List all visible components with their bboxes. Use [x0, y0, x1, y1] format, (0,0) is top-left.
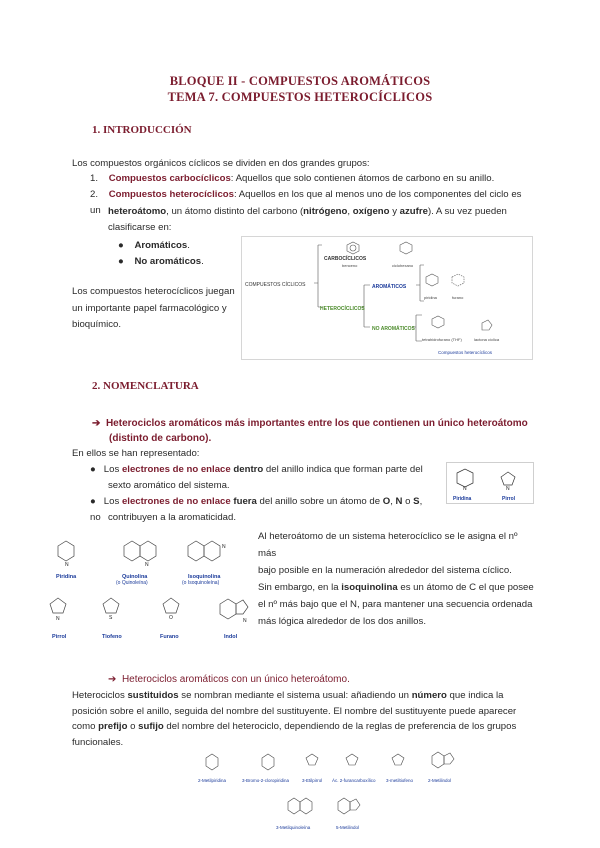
ex-7: 3-Metilquinoleína — [276, 825, 311, 830]
mol-isoquinolina-alt: (o Isoquinoleína) — [182, 580, 220, 586]
bullet-aromaticos: ● Aromáticos. — [118, 240, 190, 251]
intro-lead: Los compuestos orgánicos cíclicos se dividen en dos grandes grupos: — [72, 158, 370, 169]
single-line-3 — [72, 719, 532, 735]
s-l1-e: que indica la — [446, 690, 504, 701]
isoquinolina-term: isoquinolina — [341, 582, 398, 593]
s-l1-a: Heterociclos — [72, 690, 128, 701]
item-2-term: Compuestos heterocíclicos — [108, 189, 234, 200]
b2-pre: Los — [103, 496, 122, 507]
mol-quinolina: Quinolina — [122, 574, 148, 580]
diagram-root-label: COMPUESTOS CÍCLICOS — [245, 282, 306, 288]
s-l3-c: o — [127, 721, 139, 732]
examples-svg — [196, 750, 476, 840]
ex-6: 2-Metilindol — [428, 778, 452, 783]
right-line-5: más lógica alrededor de los dos anillos. — [258, 616, 426, 627]
b2-bold: fuera — [230, 496, 257, 507]
bullet-dot-icon: ● — [118, 256, 124, 267]
nomen-bullet-1-line2: sexto aromático del sistema. — [108, 480, 230, 491]
arrow-heading-1-line2: (distinto de carbono). — [109, 433, 212, 444]
box-n-pirrol: N — [506, 486, 510, 492]
s-atom: S — [109, 615, 113, 621]
bullet-no-aromaticos-label: No aromáticos — [134, 256, 202, 267]
single-line-4: funcionales. — [72, 736, 124, 748]
box-pirrol-label: Pirrol — [502, 496, 516, 502]
ex-2: 3-Bromo-2-cloropiridina — [242, 778, 290, 783]
mol-isoquinolina: Isoquinolina — [188, 574, 221, 580]
s-l3-e: del nombre del heterociclo, dependiendo de la reglas de preferencia de los grupos — [163, 721, 517, 732]
s-l1-c: se nombran mediante el sistema usual: añadiendo un — [178, 690, 412, 701]
diagram-noarom-label: NO AROMÁTICOS — [372, 326, 415, 332]
diagram-n1: tetrahidrofurano (THF) — [422, 337, 462, 342]
oxigeno-term: oxígeno — [352, 206, 390, 217]
classification-tree-svg — [242, 237, 532, 359]
arrow-right-icon: ➔ — [92, 418, 101, 429]
para-line-2: un importante papel farmacológico y — [72, 302, 227, 314]
nomen-bullet-2-line2: contribuyen a la aromaticidad. — [108, 512, 236, 523]
diagram-n2: lactona cíclica — [474, 337, 500, 342]
item-2-text-a: : Aquellos en los que al menos uno de los componentes del ciclo es un — [90, 189, 522, 216]
item-2-text-c: ). A su vez pueden — [427, 206, 507, 217]
item-2-number: 2. — [90, 189, 99, 200]
section-heading-intro: 1. INTRODUCCIÓN — [92, 124, 192, 136]
intro-item-2-line3: clasificarse en: — [108, 222, 172, 233]
ex-4: Ác. 2-furancarboxílico — [332, 778, 376, 783]
b2-o: O — [382, 496, 391, 507]
section-heading-nomenclatura: 2. NOMENCLATURA — [92, 380, 199, 392]
item-1-number: 1. — [90, 173, 99, 184]
bullet-dot-icon: ● — [90, 496, 96, 507]
arrow-heading-1 — [92, 416, 532, 431]
n-atom-3: N — [222, 544, 226, 550]
intro-item-2-line2 — [108, 204, 538, 220]
item-1-text: : Aquellos que solo contienen átomos de carbono en su anillo. — [230, 173, 495, 184]
mol-quinolina-alt: (o Quinoleína) — [116, 580, 148, 586]
mol-indol: Indol — [224, 634, 238, 640]
right-l3-a: Sin embargo, en la — [258, 582, 342, 593]
single-line-2: posición sobre el anillo, seguida del nombre del sustituyente. El nombre del sustituyente puede aparecer — [72, 705, 517, 717]
diagram-a1: piridina — [424, 295, 437, 300]
examples-grid — [196, 750, 476, 840]
diagram-c1: benceno — [342, 263, 358, 268]
mol-piridina: Piridina — [56, 574, 77, 580]
nitrogeno-term: nitrógeno — [303, 206, 348, 217]
arrow1-line-1: Heterociclos aromáticos más importantes entre los que contienen un único heteroátomo — [105, 418, 528, 429]
heteroatomo-term: heteroátomo — [108, 206, 167, 217]
s-l3-a: como — [72, 721, 99, 732]
n-atom-4: N — [56, 616, 60, 622]
bullet-dot-icon: ● — [90, 464, 96, 475]
b2-c1: , — [390, 496, 396, 507]
b2-text: del anillo sobre un átomo de — [256, 496, 383, 507]
diagram-arom-label: AROMÁTICOS — [372, 284, 407, 290]
n-atom-5: N — [243, 618, 247, 624]
n-atom-2: N — [145, 562, 149, 568]
nomen-bullet-1 — [90, 462, 435, 478]
s-l1-b: sustituidos — [127, 690, 179, 701]
bullet-no-aromaticos: ● No aromáticos. — [118, 256, 204, 267]
numeracion-paragraph — [258, 528, 536, 630]
box-n-piridina: N — [463, 486, 467, 492]
arrow2-text: Heterociclos aromáticos con un único heteroátomo — [121, 674, 348, 685]
single-line-1 — [72, 688, 532, 704]
molecules-svg — [40, 536, 255, 646]
para-line-3: bioquímico. — [72, 319, 122, 330]
diagram-footer: Compuestos heterocíclicos — [438, 350, 493, 355]
ex-8: 5-Metilindol — [336, 825, 360, 830]
item-1-term: Compuestos carbocíclicos — [108, 173, 231, 184]
o-atom: O — [169, 615, 173, 621]
bullet-aromaticos-label: Aromáticos — [134, 240, 188, 251]
diagram-c2: ciclohexano — [392, 263, 414, 268]
box-structures-svg — [447, 463, 533, 503]
box-piridina-label: Piridina — [453, 496, 472, 502]
piridina-pirrol-box — [446, 462, 534, 504]
b1-text: del anillo indica que forman parte del — [263, 464, 423, 475]
molecule-grid — [40, 536, 255, 646]
page-title-2: TEMA 7. COMPUESTOS HETEROCÍCLICOS — [167, 90, 433, 104]
ex-3: 3-Etilpirrol — [302, 778, 323, 783]
b2-s: S — [413, 496, 420, 507]
para-line-1: Los compuestos heterocíclicos juegan — [72, 286, 235, 297]
represented-lead: En ellos se han representado: — [72, 448, 200, 459]
right-line-4: el nº más bajo que el N, para mantener una secuencia ordenada — [258, 599, 533, 610]
b1-bold: dentro — [230, 464, 264, 475]
b1-pre: Los — [103, 464, 122, 475]
right-line-2: bajo posible en la numeración alrededor del sistema cíclico. — [258, 565, 512, 576]
b1-term: electrones de no enlace — [121, 464, 231, 475]
b2-n: N — [395, 496, 403, 507]
b2-c2: o — [402, 496, 414, 507]
mol-tiofeno: Tiofeno — [102, 634, 122, 640]
diagram-a2: furano — [452, 295, 464, 300]
azufre-term: azufre — [399, 206, 428, 217]
classification-diagram — [241, 236, 533, 360]
ex-1: 2-Metilpiridina — [198, 778, 227, 783]
right-line-1: Al heteroátomo de un sistema heterocíclico se le asigna el nº más — [258, 531, 518, 559]
s-l3-d: sufijo — [138, 721, 164, 732]
single-paragraph — [72, 688, 532, 750]
arrow-heading-2: ➔ Heterociclos aromáticos con un único heteroátomo. — [108, 674, 350, 685]
right-l3-c: es un átomo de C el que posee — [397, 582, 534, 593]
s-l3-b: prefijo — [98, 721, 128, 732]
page-title-1: BLOQUE II - COMPUESTOS AROMÁTICOS — [169, 74, 431, 88]
diagram-carbo-label: CARBOCÍCLICOS — [324, 256, 367, 262]
right-line-3 — [258, 579, 536, 596]
sep-2: y — [389, 206, 400, 217]
b2-end: , no — [90, 496, 423, 523]
n-atom-1: N — [65, 562, 69, 568]
mol-pirrol: Pirrol — [52, 634, 67, 640]
item-2-text-b: , un átomo distinto del carbono ( — [166, 206, 304, 217]
intro-paragraph — [72, 284, 242, 334]
s-l1-d: número — [411, 690, 447, 701]
ex-5: 3-metiltiofeno — [386, 778, 414, 783]
diagram-hetero-label: HETEROCÍCLICOS — [320, 306, 365, 312]
bullet-dot-icon: ● — [118, 240, 124, 251]
intro-item-1 — [90, 171, 530, 187]
arrow-right-icon: ➔ — [108, 674, 117, 685]
b2-term: electrones de no enlace — [121, 496, 231, 507]
mol-furano: Furano — [160, 634, 179, 640]
sep-1: , — [347, 206, 353, 217]
